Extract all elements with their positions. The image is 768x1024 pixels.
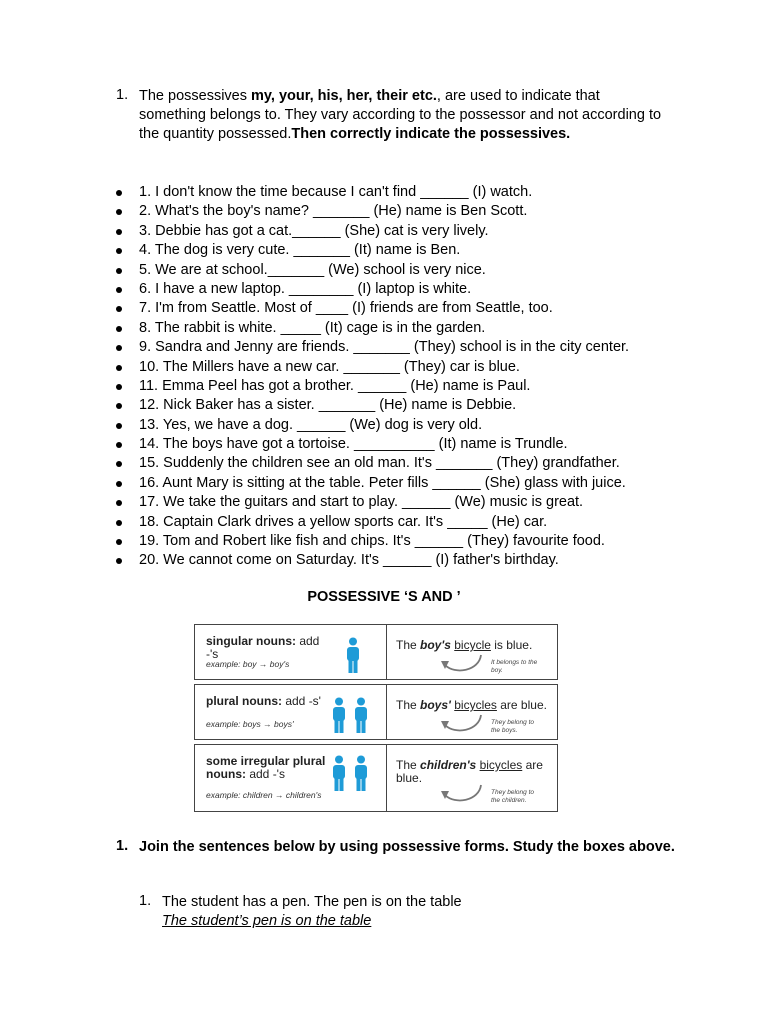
exercise-item (116, 416, 716, 435)
example-cell (387, 685, 557, 739)
bullet-dot-icon (116, 481, 122, 487)
ownership-note: They belong to the children. (491, 789, 535, 804)
example-sentence: The boy's bicycle is blue. (396, 638, 533, 652)
exercise-item (116, 319, 716, 338)
bullet-dot-icon (116, 461, 122, 467)
bullet-dot-icon (116, 306, 122, 312)
rule-box-plural (194, 684, 558, 740)
bullet-dot-icon (116, 558, 122, 564)
exercise-text: 12. Nick Baker has a sister. _______ (He) name is Debbie. (139, 397, 517, 414)
exercise-item (116, 377, 716, 396)
exercise-text: 10. The Millers have a new car. _______ (They) car is blue. (139, 358, 520, 375)
exercise-text: 7. I'm from Seattle. Most of ____ (I) friends are from Seattle, too. (139, 300, 553, 317)
exercise-text: 9. Sandra and Jenny are friends. _______ (They) school is in the city center. (139, 339, 630, 356)
exercise-text: 2. What's the boy's name? _______ (He) name is Ben Scott. (139, 203, 528, 220)
exercise-item (116, 280, 716, 299)
exercise-text: 5. We are at school._______ (We) school is very nice. (139, 261, 486, 278)
rule-cell (195, 625, 387, 679)
bullet-dot-icon (116, 423, 122, 429)
intro-text-b: , are used to indicate that something belongs to. They vary according to the possessor and not according to the quantity possessed. (139, 88, 662, 142)
rule-box-singular (194, 624, 558, 680)
exercise-text: 17. We take the guitars and start to play. ______ (We) music is great. (139, 494, 584, 511)
answer-text: The student’s pen is on the table (162, 913, 372, 929)
exercise-text: 3. Debbie has got a cat.______ (She) cat is very lively. (139, 222, 489, 239)
intro-text-a: The possessives (139, 88, 252, 104)
bullet-dot-icon (116, 268, 122, 274)
exercise-item (116, 551, 716, 570)
bullet-dot-icon (116, 209, 122, 215)
rule-box-irregular (194, 744, 558, 812)
intro-bold-instruction: Then correctly indicate the possessives. (291, 126, 571, 142)
bullet-dot-icon (116, 520, 122, 526)
exercise-item (116, 261, 716, 280)
bullet-dot-icon (116, 287, 122, 293)
exercise-item (116, 513, 716, 532)
exercise-item (116, 299, 716, 318)
part2-instruction: Join the sentences below by using possessive forms. Study the boxes above. (139, 839, 675, 855)
two-persons-icon (331, 755, 371, 791)
section-heading: POSSESSIVE ‘S AND ’ (307, 589, 461, 605)
exercise-item (116, 493, 716, 512)
question-text: The student has a pen. The pen is on the table (162, 894, 462, 910)
two-persons-icon (331, 697, 371, 733)
bullet-dot-icon (116, 229, 122, 235)
bullet-dot-icon (116, 345, 122, 351)
exercise-item (116, 435, 716, 454)
exercise-text: 16. Aunt Mary is sitting at the table. Peter fills ______ (She) glass with juice. (139, 474, 626, 491)
intro-bold-possessives: my, your, his, her, their etc. (251, 88, 437, 104)
exercise-item (116, 474, 716, 493)
curved-arrow-icon (437, 783, 487, 807)
bullet-dot-icon (116, 403, 122, 409)
exercise-item (116, 532, 716, 551)
exercise-item (116, 358, 716, 377)
rule-label: plural nouns: add -s' (206, 694, 321, 708)
question-number: 1. (139, 893, 152, 909)
exercise-text: 1. I don't know the time because I can't find ______ (I) watch. (139, 184, 533, 200)
person-figure-icon (345, 637, 361, 673)
bullet-dot-icon (116, 365, 122, 371)
rule-label: singular nouns: add -'s (206, 634, 320, 661)
rule-example: example: boys → boys' (206, 719, 294, 729)
example-sentence: The children's bicycles are blue. (396, 758, 543, 785)
part2-number: 1. (116, 838, 129, 854)
bullet-dot-icon (116, 384, 122, 390)
exercise-item (116, 222, 716, 241)
exercise-text: 11. Emma Peel has got a brother. ______ (He) name is Paul. (139, 377, 531, 394)
exercise-text: 4. The dog is very cute. _______ (It) name is Ben. (139, 242, 461, 259)
exercise-text: 19. Tom and Robert like fish and chips. It's ______ (They) favourite food. (139, 533, 605, 550)
rule-example: example: children → children's (206, 790, 322, 800)
exercise-item (116, 241, 716, 260)
exercise-item (116, 338, 716, 357)
rule-cell (195, 685, 387, 739)
bullet-dot-icon (116, 248, 122, 254)
intro-paragraph (139, 87, 669, 144)
exercise-item (116, 183, 716, 202)
intro-number: 1. (116, 87, 129, 103)
exercise-text: 20. We cannot come on Saturday. It's ______ (I) father's birthday. (139, 552, 559, 569)
bullet-dot-icon (116, 326, 122, 332)
exercise-text: 15. Suddenly the children see an old man. It's _______ (They) grandfather. (139, 455, 620, 472)
rule-cell (195, 745, 387, 811)
ownership-note: They belong to the boys. (491, 719, 535, 734)
bullet-dot-icon (116, 500, 122, 506)
example-sentence: The boys' bicycles are blue. (396, 698, 547, 712)
curved-arrow-icon (437, 713, 487, 737)
bullet-dot-icon (116, 539, 122, 545)
rule-example: example: boy → boy's (206, 659, 290, 669)
exercise-text: 6. I have a new laptop. ________ (I) laptop is white. (139, 280, 472, 297)
exercise-item (116, 396, 716, 415)
curved-arrow-icon (437, 653, 487, 677)
ownership-note: It belongs to the boy. (491, 659, 538, 674)
example-cell (387, 625, 557, 679)
example-cell (387, 745, 557, 811)
rule-label: some irregular plural nouns: add -'s (206, 754, 326, 781)
exercise-item (116, 454, 716, 473)
exercise-list (116, 183, 716, 571)
bullet-dot-icon (116, 190, 122, 196)
exercise-text: 14. The boys have got a tortoise. __________ (It) name is Trundle. (139, 436, 568, 453)
exercise-item (116, 202, 716, 221)
exercise-text: 13. Yes, we have a dog. ______ (We) dog is very old. (139, 416, 483, 433)
bullet-dot-icon (116, 442, 122, 448)
exercise-text: 8. The rabbit is white. _____ (It) cage is in the garden. (139, 319, 486, 336)
exercise-text: 18. Captain Clark drives a yellow sports car. It's _____ (He) car. (139, 513, 548, 530)
